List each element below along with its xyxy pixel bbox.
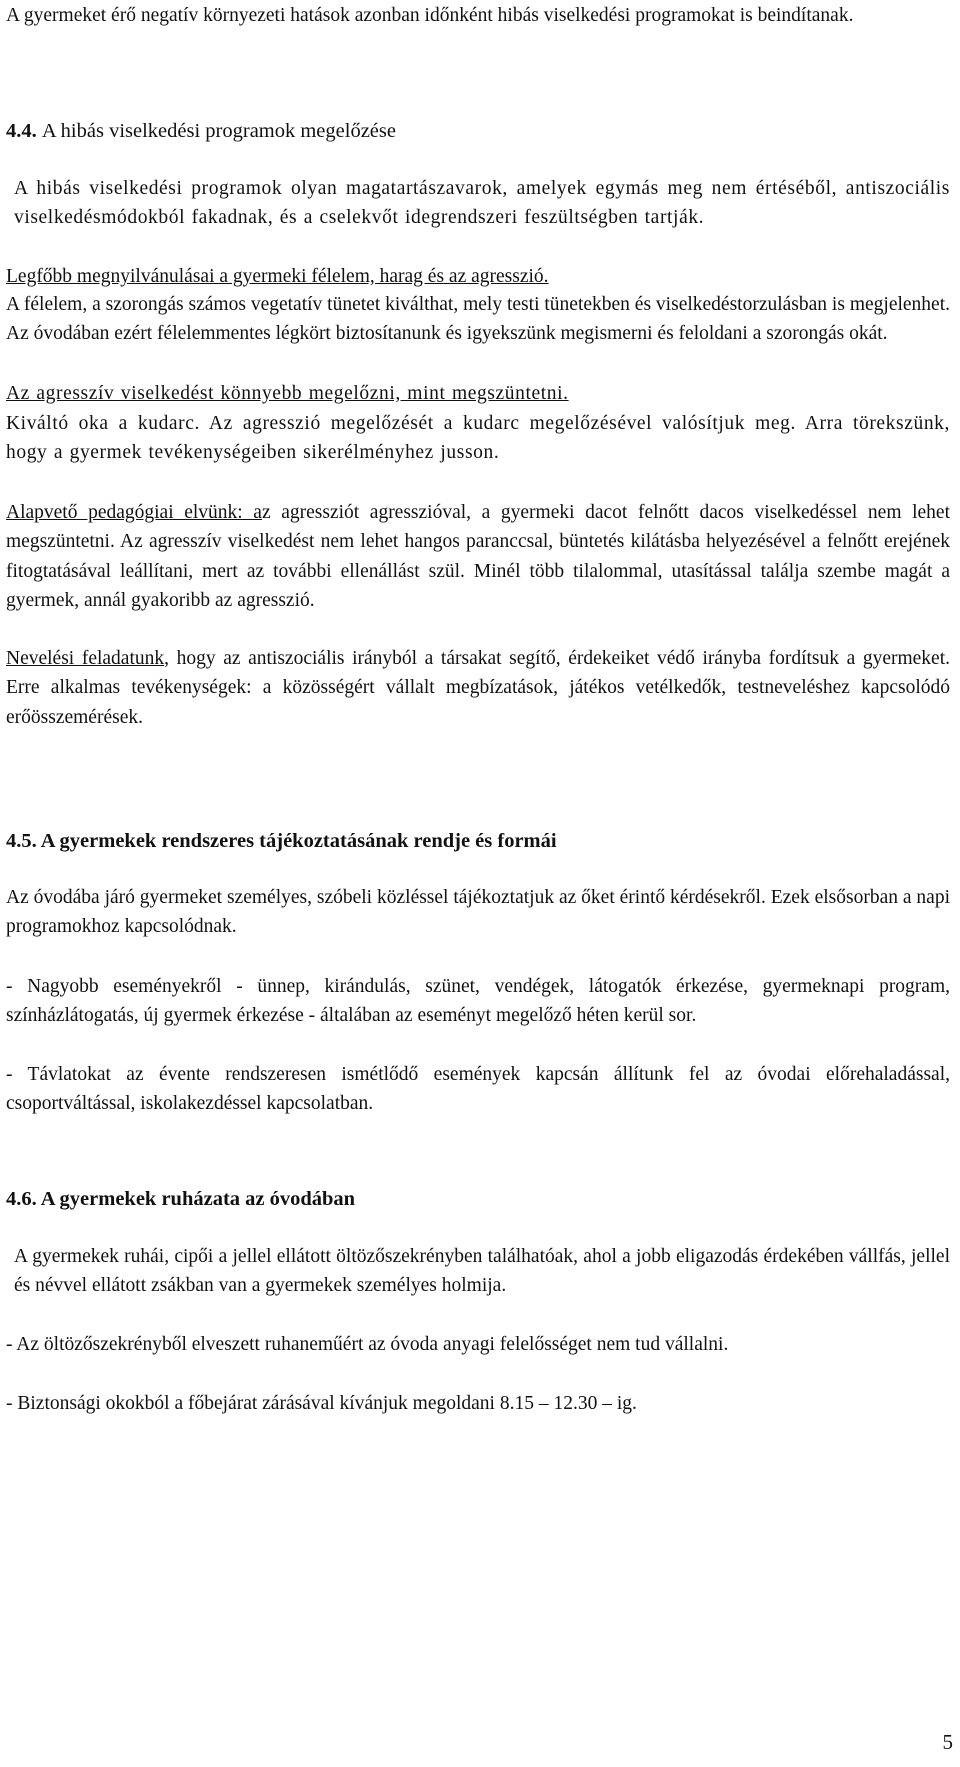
section-title: A gyermekek ruházata az óvodában (40, 1188, 356, 1210)
section-number: 4.6. (6, 1188, 37, 1210)
paragraph-felelem: A félelem, a szorongás számos vegetatív tünetet kiválthat, mely testi tünetekben és viselkedéstorzulásban is megjelenhet. Az óvodában ezért félelemmentes légkört biztosítanunk és igyekszünk megismerni és feloldani a szorongás okát. (6, 294, 950, 345)
section-title: A hibás viselkedési programok megelőzése (41, 120, 396, 142)
section-heading-4-4 (6, 116, 396, 146)
underlined-statement-megelozes: Az agresszív viselkedést könnyebb megelőzni, mint megszüntetni. (6, 383, 569, 404)
paragraph-pedagogiai-elv: Alapvető pedagógiai elvünk: az agressziót agresszióval, a gyermeki dacot felnőtt dacos viselkedéssel nem lehet megszüntetni. Az agresszív viselkedést nem lehet hangos paranccsal, büntetés kilátásba helyezésével a felnőtt erejének fitogtatásával leállítani, mert az további ellenállást szül. Minél több tilalommal, utasítással találja szembe magát a gyermek, annál gyakoribb az agresszió. (6, 502, 950, 612)
paragraph-ruhazat: A gyermekek ruhái, cipői a jellel ellátott öltözőszekrényben találhatóak, ahol a jobb eligazodás érdekében vállfás, jellel és névvel ellátott zsákban van a gyermekek személyes holmija. (14, 1246, 950, 1297)
paragraph-tavlatok: - Távlatokat az évente rendszeresen ismétlődő események kapcsán állítunk fel az óvodai előrehaladással, csoportváltással, iskolakezdéssel kapcsolatban. (6, 1064, 950, 1115)
page-number: 5 (942, 1730, 953, 1754)
paragraph-hibas-programok: A hibás viselkedési programok olyan magatartászavarok, amelyek egymás meg nem értéséből, antiszociális viselkedésmódokból fakadnak, és a cselekvőt idegrendszeri feszültségben tartják. (14, 178, 950, 229)
paragraph-biztonsagi-okok: - Biztonsági okokból a főbejárat zárásával kívánjuk megoldani 8.15 – 12.30 – ig. (6, 1393, 637, 1414)
underlined-statement-agresszio: Legfőbb megnyilvánulásai a gyermeki félelem, harag és az agresszió. (6, 266, 549, 287)
section-number: 4.4. (6, 120, 37, 142)
paragraph-nevelesi-feladat: Nevelési feladatunk, hogy az antiszociális irányból a társakat segítő, érdekeiket védő irányba fordítsuk a gyermeket. Erre alkalmas tevékenységek: a közösségért vállalt megbízatások, játékos vetélkedők, testneveléshez kapcsolódó erőösszemérések. (6, 648, 951, 728)
paragraph-kudarc: Kiváltó oka a kudarc. Az agresszió megelőzését a kudarc megelőzésével valósítjuk meg. Arra törekszünk, hogy a gyermek tevékenységeiben sikerélményhez jusson. (6, 413, 950, 464)
intro-paragraph: A gyermeket érő negatív környezeti hatások azonban időnként hibás viselkedési programokat is beindítanak. (6, 5, 854, 26)
section-heading-4-6 (6, 1184, 355, 1214)
section-heading-4-5 (6, 826, 557, 856)
paragraph-nagyobb-esemenyek: - Nagyobb eseményekről - ünnep, kirándulás, szünet, vendégek, látogatók érkezése, gyermeknapi program, színházlátogatás, új gyermek érkezése - általában az eseményt megelőző héten kerül sor. (6, 976, 950, 1027)
paragraph-tajekoztatas: Az óvodába járó gyermeket személyes, szóbeli közléssel tájékoztatjuk az őket érintő kérdésekről. Ezek elsősorban a napi programokhoz kapcsolódnak. (6, 887, 950, 938)
underlined-label: Nevelési feladatunk (6, 648, 165, 669)
section-number: 4.5. (6, 830, 37, 852)
section-title: A gyermekek rendszeres tájékoztatásának rendje és formái (40, 830, 557, 852)
paragraph-elveszett-ruha: - Az öltözőszekrényből elveszett ruhaneműért az óvoda anyagi felelősséget nem tud vállalni. (6, 1334, 729, 1355)
underlined-label: Alapvető pedagógiai elvünk: a (6, 502, 262, 523)
